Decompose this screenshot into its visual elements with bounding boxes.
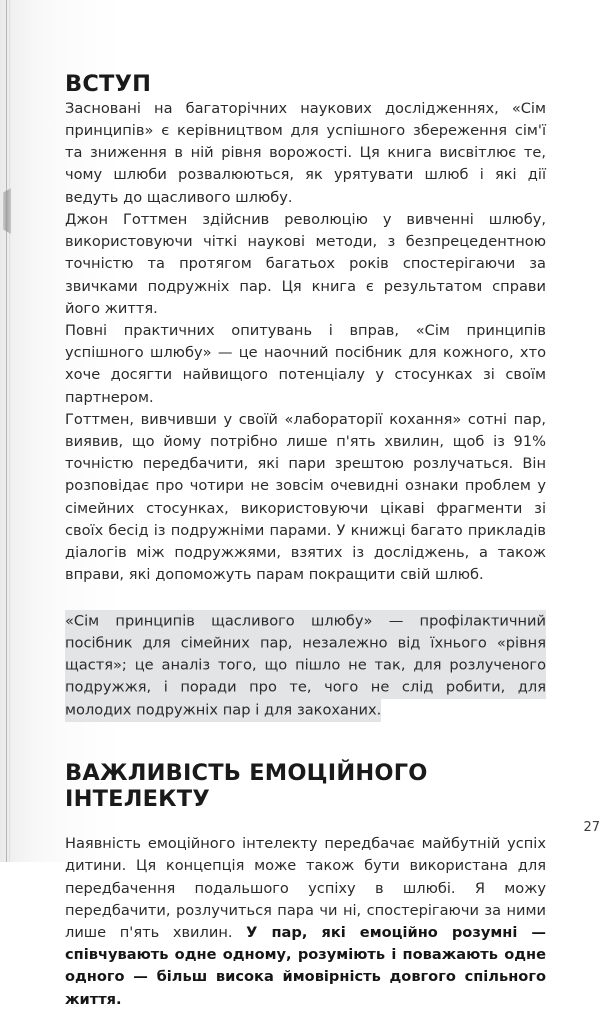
paragraph-lead-text: Наявність емоційного інтелекту передбачає майбутній успіх дитини. Ця концепція може також бути використана для передбачення подальшого успіху в шлюбі. Я можу передбачити, розлучиться пара чи ні, спостерігаючи за ними лише п'ять хвилин. bbox=[65, 835, 546, 941]
page-content bbox=[65, 0, 546, 1008]
paragraph-intro-1: Засновані на багаторічних наукових дослідженнях, «Сім принципів» є керівництвом для успішного збереження сім'ї та зниження в ній рівня ворожості. Ця книга висвітлює те, чому шлюби розвалюються, як урятувати шлюб і які дії ведуть до щасливого шлюбу. bbox=[65, 99, 546, 206]
page-number: 27 bbox=[583, 820, 600, 835]
paragraph-highlighted bbox=[65, 610, 546, 721]
paragraph-bold-text: У пар, які емоційно розумні — співчувають одне одному, розуміють і поважають одне одного — більш висока ймовірність довгого спільного життя. bbox=[65, 923, 546, 1008]
page-edge-line bbox=[6, 0, 7, 862]
page-edge-handle[interactable] bbox=[3, 188, 11, 234]
paragraph-emotional-intelligence bbox=[65, 833, 546, 1011]
paragraph-intro-4: Готтмен, вивчивши у своїй «лабораторії кохання» сотні пар, виявив, що йому потрібно лише п'ять хвилин, щоб із 91% точністю передбачити, які пари зрештою розлучаться. Він розповідає про чотири не зовсім очевидні ознаки проблем у сімейних стосунках, використовуючи цікаві фрагменти зі своїх бесід із подружніми парами. У книжці багато прикладів діалогів між подружжями, взятих із досліджень, а також вправи, які допоможуть парам покращити свій шлюб. bbox=[65, 410, 546, 584]
page-edge-line-secondary bbox=[9, 0, 10, 862]
highlight-text: «Сім принципів щасливого шлюбу» — профілактичний посібник для сімейних пар, незалежно від їхнього «рівня щастя»; це аналіз того, що пішло не так, для розлученого подружжя, і поради про те, чого не слід робити, для молодих подружніх пар і для закоханих. bbox=[65, 610, 546, 722]
heading-intro: ВСТУП bbox=[65, 71, 152, 97]
paragraph-intro-3: Повні практичних опитувань і вправ, «Сім принципів успішного шлюбу» — це наочний посібник для кожного, хто хоче досягти найвищого потенціалу у стосунках зі своїм партнером. bbox=[65, 321, 546, 406]
heading-emotional-intelligence: ВАЖЛИВІСТЬ ЕМОЦІЙНОГО ІНТЕЛЕКТУ bbox=[65, 760, 428, 813]
paragraph-intro-2: Джон Готтмен здійснив революцію у вивченні шлюбу, використовуючи чіткі наукові методи, з безпрецедентною точністю та протягом багатьох років спостерігаючи за звичками подружніх пар. Ця книга є результатом справи його життя. bbox=[65, 210, 546, 317]
